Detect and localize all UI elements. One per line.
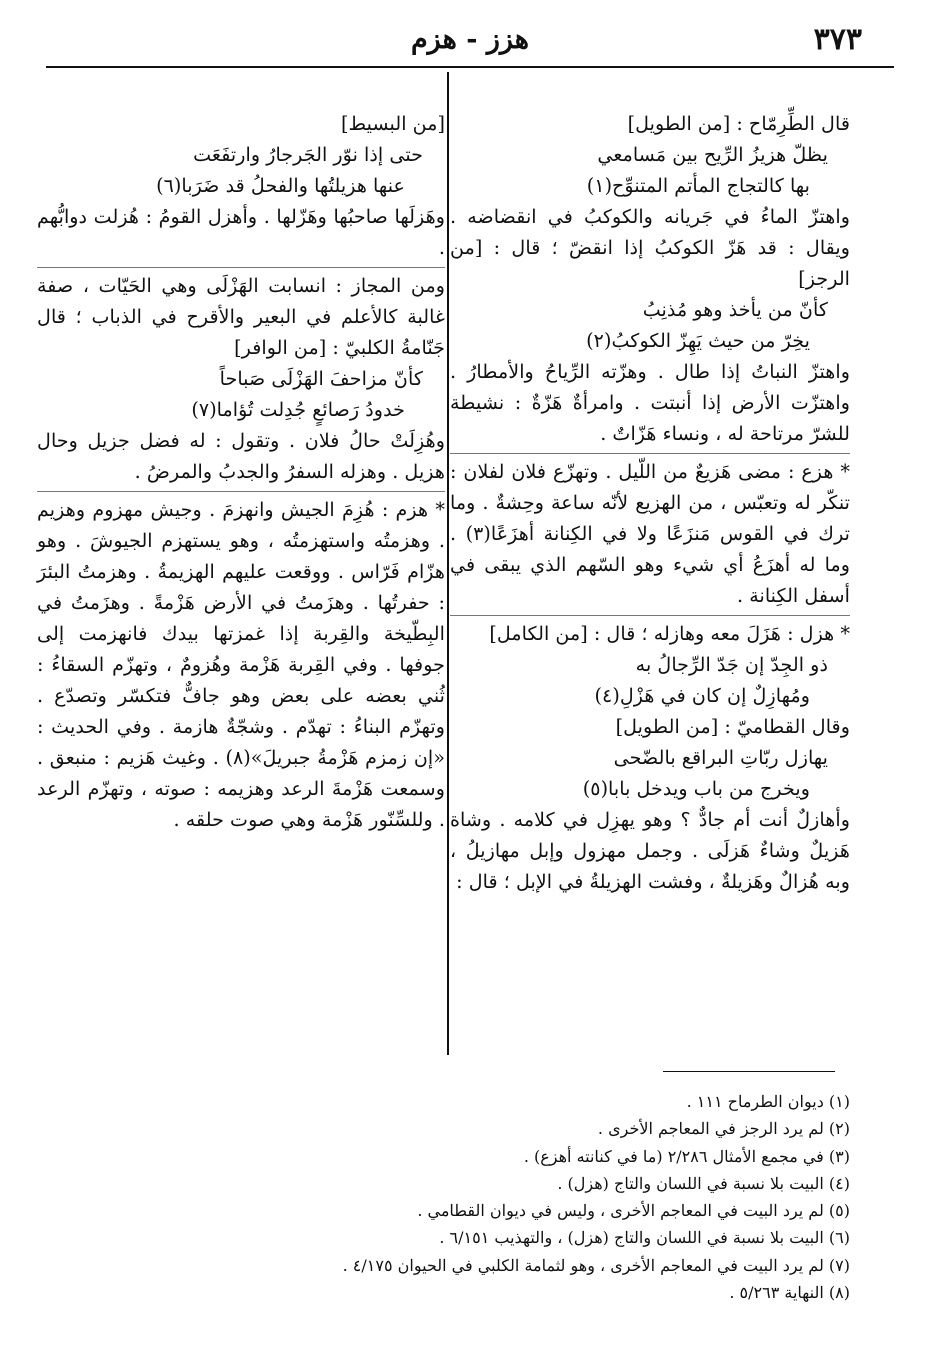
entry-paragraph: وهَزلَها صاحبُها وهَزّلها . وأهزل القومُ : هُزلت دوابُّهم .	[37, 205, 445, 259]
verse-second-hemistich: بها كالتجاج المأتم المتنوِّح(١)	[586, 174, 810, 197]
verse-first-hemistich: حتى إذا نوّر الجَرجارُ وارتفَعَت	[193, 143, 423, 166]
verse	[37, 363, 445, 425]
footnotes	[50, 1088, 850, 1306]
entry-paragraph: قال الطِّرِمّاح : [من الطويل]	[627, 112, 850, 135]
footnote: (٥) لم يرد البيت في المعاجم الأخرى ، وليس في ديوان القطامي .	[417, 1201, 850, 1221]
footnote: (٦) البيت بلا نسبة في اللسان والتاج (هزل) ، والتهذيب ٦/١٥١ .	[439, 1228, 850, 1248]
entry-paragraph: * هزع : مضى هَزيعٌ من اللّيل . وتهزّع فلان لفلان : تنكّر له وتعبّس ، من الهزيع لأنّه ساعة وحِشةٌ . وما ترك في القوس مَنزَعًا ولا في الكِنانة أهزَعًا(٣) . وما له أهزَعُ أي شيء وهو السّهم الذي يبقى في أسفل الكِنانة .	[450, 460, 850, 607]
entry-paragraph: وأهازلٌ أنت أم جادٌّ ؟ وهو يهزِل في كلامه . وشاة هَزيلٌ وشاءٌ هَزلَى . وجمل مهزول وإبل مهازيلُ ، وبه هُزالٌ وهَزيلةٌ ، وفشت الهزيلةُ في الإبل ؛ قال :	[450, 808, 850, 893]
verse	[450, 742, 850, 804]
entry-separator	[450, 453, 850, 454]
footnote: (٢) لم يرد الرجز في المعاجم الأخرى .	[597, 1119, 850, 1139]
verse-second-hemistich: ويخرج من باب ويدخل بابا(٥)	[582, 777, 810, 800]
verse-first-hemistich: ذو الجِدّ إن جَدّ الرِّجالُ به	[635, 653, 828, 676]
entry-paragraph: واهتزّ النباتُ إذا طال . وهزّته الرِّياحُ والأمطارُ . واهتزّت الأرض إذا أنبتت . وامرأةٌ هَزّةٌ : نشيطة للشرّ مرتاحة له ، ونساء هَزّاتٌ .	[450, 360, 850, 445]
entry-paragraph: وقال القطاميّ : [من الطويل]	[615, 715, 850, 738]
verse-second-hemistich: خدودُ رَصائعٍ جُدِلت تُؤاما(٧)	[191, 398, 405, 421]
column-divider	[447, 72, 449, 1055]
entry-paragraph: * هزل : هَزَلَ معه وهازله ؛ قال : [من الكامل]	[489, 622, 850, 645]
verse-first-hemistich: كأنّ من يأخذ وهو مُذنِبُ	[642, 298, 828, 321]
footnote: (٧) لم يرد البيت في المعاجم الأخرى ، وهو لثمامة الكلبي في الحيوان ٤/١٧٥ .	[342, 1255, 850, 1275]
verse-first-hemistich: كأنّ مزاحفَ الهَزْلَى صَباحاً	[219, 367, 423, 390]
footnote: (٨) النهاية ٥/٢٦٣ .	[729, 1283, 850, 1303]
footnote: (٤) البيت بلا نسبة في اللسان والتاج (هزل) .	[557, 1173, 850, 1193]
verse	[450, 139, 850, 201]
verse-first-hemistich: يهازل ربّاتِ البراقع بالضّحى	[613, 746, 828, 769]
entry-paragraph: واهتزّ الماءُ في جَريانه والكوكبُ في انقضاضه . ويقال : قد هَزّ الكوكبُ إذا انقضّ ؛ قال : [من الرجز]	[450, 205, 850, 290]
verse-second-hemistich: عنها هزيلتُها والفحلُ قد ضَرَبا(٦)	[156, 174, 405, 197]
verse-first-hemistich: يظلّ هزيزُ الرِّيح بين مَسامعي	[597, 143, 828, 166]
entry-paragraph: وهُزِلَتْ حالُ فلان . وتقول : له فضل جزيل وحال هزيل . وهزله السفرُ والجدبُ والمرضُ .	[37, 429, 445, 483]
verse	[450, 649, 850, 711]
footnote: (٣) في مجمع الأمثال ٢/٢٨٦ (ما في كنانته أهزع) .	[523, 1146, 850, 1166]
running-head: هزز - هزم	[410, 24, 530, 55]
entry-paragraph: [من البسيط]	[340, 112, 445, 135]
footnote-rule	[663, 1071, 835, 1072]
verse-second-hemistich: ومُهازِلٌ إن كان في هَزْلِ(٤)	[594, 684, 810, 707]
verse-second-hemistich: يخِرّ من حيث يَهِزّ الكوكبُ(٢)	[586, 329, 810, 352]
verse	[37, 139, 445, 201]
right-column	[450, 108, 850, 897]
entry-separator	[37, 267, 445, 268]
entry-paragraph: * هزم : هُزِمَ الجيش وانهزمَ . وجيش مهزوم وهزيم . وهزمتُه واستهزمتُه ، وهو يستهزم الجيوشَ . وهو هزّام فَرّاس . ووقعت عليهم الهزيمةُ . وهزمتُ البئرَ : حفرتُها . وهزَمتُ في الأرض هَزْمةً . وهزَمتُ في البِطّيخة والقِربة إذا غمزتها بيدك فانهزمت إلى جوفها . وفي القِربة هَزْمة وهُزومٌ ، وتهزّم السقاءُ : ثُني بعضه على بعض وهو جافٌّ فتكسّر وتصدّع . وتهزّم البناءُ : تهدّم . وشجّةٌ هازمة . وفي الحديث : «إن زمزم هَزْمةُ جبريلَ»(٨) . وغيث هَزيم : منبعق . وسمعت هَزْمةَ الرعد وهزيمه : صوته ، وتهزّم الرعد . وللسِّنّور هَزْمة وهي صوت حلقه .	[37, 498, 446, 831]
verse	[450, 294, 850, 356]
entry-separator	[37, 491, 445, 492]
entry-paragraph: ومن المجاز : انسابت الهَزْلَى وهي الحَيّات ، صفة غالبة كالأعلم في البعير والأقرح في الذباب ؛ قال جَنّامةُ الكلبيّ : [من الوافر]	[37, 274, 445, 359]
footnote: (١) ديوان الطرماح ١١١ .	[686, 1092, 850, 1111]
entry-separator	[450, 615, 850, 616]
page-number: ٣٧٣	[813, 22, 862, 57]
left-column	[37, 108, 445, 835]
header-rule	[46, 66, 894, 68]
page-header	[46, 22, 894, 62]
